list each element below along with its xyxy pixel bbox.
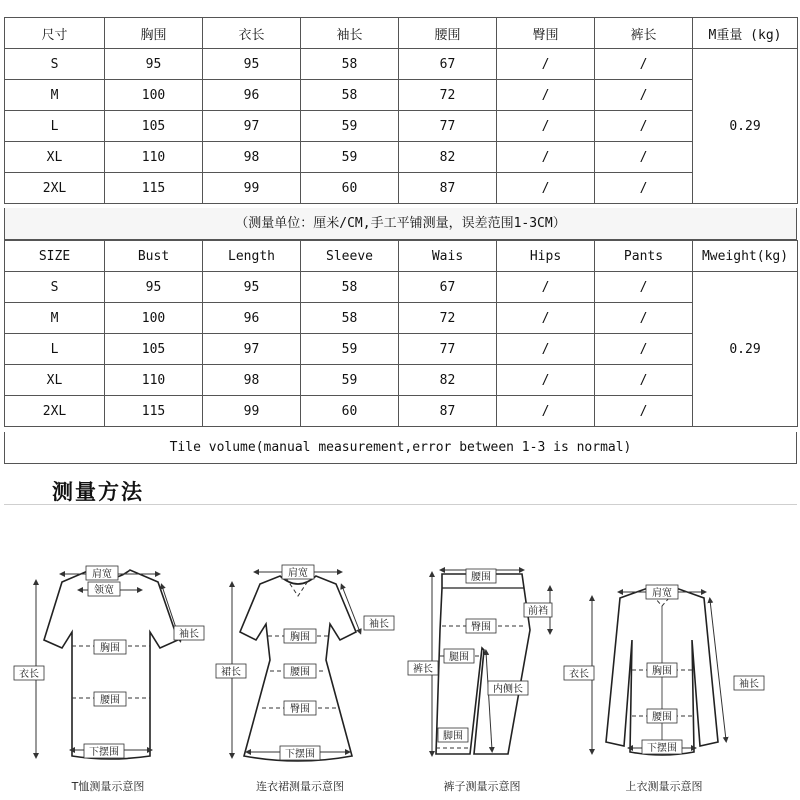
table-cell: 105 <box>105 111 203 142</box>
table-cell: 59 <box>301 142 399 173</box>
size-cell: L <box>5 334 105 365</box>
table-cell: / <box>497 365 595 396</box>
table-cell: / <box>595 365 693 396</box>
top-label-hem: 下摆围 <box>647 743 677 754</box>
table-cell: 59 <box>301 111 399 142</box>
table-row <box>5 80 798 111</box>
size-cell: S <box>5 49 105 80</box>
table-cell: 110 <box>105 142 203 173</box>
table-cell: 95 <box>203 49 301 80</box>
table-cell: 77 <box>399 111 497 142</box>
header-cell: 腰围 <box>399 18 497 49</box>
table-cell: / <box>497 111 595 142</box>
weight-cell: 0.29 <box>693 49 798 204</box>
tshirt-label-chest: 胸围 <box>100 643 120 654</box>
header-cell: SIZE <box>5 241 105 272</box>
table-cell: / <box>497 334 595 365</box>
header-cell: Pants <box>595 241 693 272</box>
tshirt-label-length: 衣长 <box>19 669 39 680</box>
header-cell: Hips <box>497 241 595 272</box>
table-cell: 105 <box>105 334 203 365</box>
top-diagram <box>564 585 764 755</box>
size-cell: M <box>5 303 105 334</box>
size-cell: 2XL <box>5 396 105 427</box>
size-cell: M <box>5 80 105 111</box>
tshirt-label-waist: 腰围 <box>100 695 120 706</box>
table-cell: / <box>497 49 595 80</box>
weight-cell: 0.29 <box>693 272 798 427</box>
table-cell: / <box>497 142 595 173</box>
table-cell: 98 <box>203 365 301 396</box>
header-cell: Sleeve <box>301 241 399 272</box>
table-cell: 96 <box>203 80 301 111</box>
table-row <box>5 334 798 365</box>
table-cell: 59 <box>301 334 399 365</box>
tshirt-diagram <box>14 566 204 759</box>
measurement-note-chinese: （测量单位：厘米/CM,手工平铺测量，误差范围1-3CM） <box>4 208 797 240</box>
dress-label-waist: 腰围 <box>290 667 310 678</box>
tshirt-label-shoulder: 肩宽 <box>92 569 112 580</box>
size-cell: XL <box>5 142 105 173</box>
table-header-row <box>5 18 798 49</box>
header-cell: 胸围 <box>105 18 203 49</box>
table-row <box>5 111 798 142</box>
table-cell: 59 <box>301 365 399 396</box>
tshirt-label-hem: 下摆围 <box>89 747 119 758</box>
table-cell: 87 <box>399 396 497 427</box>
table-row <box>5 49 798 80</box>
section-title: 测量方法 <box>52 480 144 504</box>
table-cell: / <box>497 303 595 334</box>
dress-label-hip: 臀围 <box>290 704 310 715</box>
header-cell: Bust <box>105 241 203 272</box>
table-cell: / <box>595 80 693 111</box>
table-cell: 58 <box>301 303 399 334</box>
table-cell: 77 <box>399 334 497 365</box>
table-cell: 115 <box>105 173 203 204</box>
table-cell: 95 <box>105 272 203 303</box>
table-cell: 100 <box>105 80 203 111</box>
table-cell: / <box>595 272 693 303</box>
top-label-length: 衣长 <box>569 669 589 680</box>
table-row <box>5 272 798 303</box>
table-cell: 58 <box>301 49 399 80</box>
table-cell: / <box>497 272 595 303</box>
table-cell: 99 <box>203 396 301 427</box>
dress-label-chest: 胸围 <box>290 632 310 643</box>
table-cell: / <box>595 334 693 365</box>
table-cell: / <box>595 303 693 334</box>
dress-label-length: 裙长 <box>221 667 241 678</box>
top-label-waist: 腰围 <box>652 712 672 723</box>
header-cell: M重量 (kg) <box>693 18 798 49</box>
table-cell: 99 <box>203 173 301 204</box>
pants-label-length: 裤长 <box>413 664 433 675</box>
top-label-sleeve: 袖长 <box>739 679 759 690</box>
table-cell: 58 <box>301 80 399 111</box>
top-label-shoulder: 肩宽 <box>652 588 672 599</box>
header-cell: 衣长 <box>203 18 301 49</box>
table-row <box>5 365 798 396</box>
table-cell: 96 <box>203 303 301 334</box>
table-cell: / <box>497 173 595 204</box>
dress-diagram <box>216 565 394 761</box>
table-row <box>5 173 798 204</box>
table-cell: 95 <box>105 49 203 80</box>
header-cell: Mweight(kg) <box>693 241 798 272</box>
table-row <box>5 142 798 173</box>
divider <box>4 504 797 505</box>
tshirt-label-sleeve: 袖长 <box>179 629 199 640</box>
header-cell: 尺寸 <box>5 18 105 49</box>
table-cell: 72 <box>399 80 497 111</box>
measurement-note-english: Tile volume(manual measurement,error between 1-3 is normal) <box>4 432 797 464</box>
pants-outline <box>436 574 530 754</box>
top-label-chest: 胸围 <box>652 666 672 677</box>
table-cell: 58 <box>301 272 399 303</box>
table-cell: 87 <box>399 173 497 204</box>
header-cell: Wais <box>399 241 497 272</box>
table-cell: 67 <box>399 272 497 303</box>
table-header-row <box>5 241 798 272</box>
table-cell: / <box>595 173 693 204</box>
size-table-chinese <box>4 17 798 204</box>
table-cell: / <box>497 80 595 111</box>
table-cell: 115 <box>105 396 203 427</box>
table-cell: 72 <box>399 303 497 334</box>
dress-label-hem: 下摆围 <box>285 749 315 760</box>
table-row <box>5 396 798 427</box>
size-cell: S <box>5 272 105 303</box>
size-cell: L <box>5 111 105 142</box>
table-cell: 82 <box>399 142 497 173</box>
tshirt-caption: T恤测量示意图 <box>71 780 145 793</box>
table-cell: 100 <box>105 303 203 334</box>
table-cell: 97 <box>203 334 301 365</box>
dress-caption: 连衣裙测量示意图 <box>256 780 344 793</box>
dress-label-sleeve: 袖长 <box>369 619 389 630</box>
pants-label-hip: 臀围 <box>471 622 491 633</box>
top-caption: 上衣测量示意图 <box>625 780 703 793</box>
table-cell: 98 <box>203 142 301 173</box>
dress-label-shoulder: 肩宽 <box>288 568 308 579</box>
pants-diagram <box>408 569 552 754</box>
pants-label-front-rise: 前裆 <box>528 606 548 617</box>
table-cell: 95 <box>203 272 301 303</box>
table-cell: 60 <box>301 396 399 427</box>
pants-caption: 裤子测量示意图 <box>443 780 521 793</box>
pants-label-waist: 腰围 <box>471 572 491 583</box>
header-cell: 臀围 <box>497 18 595 49</box>
header-cell: 裤长 <box>595 18 693 49</box>
table-cell: / <box>595 142 693 173</box>
table-cell: 110 <box>105 365 203 396</box>
table-cell: / <box>497 396 595 427</box>
pants-label-inseam: 内侧长 <box>493 684 523 695</box>
pants-label-thigh: 腿围 <box>449 652 469 663</box>
header-cell: Length <box>203 241 301 272</box>
tshirt-outline <box>44 570 178 759</box>
table-cell: 60 <box>301 173 399 204</box>
size-table-english <box>4 240 798 427</box>
table-cell: 97 <box>203 111 301 142</box>
table-cell: / <box>595 396 693 427</box>
table-cell: / <box>595 49 693 80</box>
tshirt-label-collar: 领宽 <box>94 585 114 596</box>
measurement-diagrams <box>0 540 800 780</box>
table-cell: 67 <box>399 49 497 80</box>
size-cell: XL <box>5 365 105 396</box>
table-cell: 82 <box>399 365 497 396</box>
table-row <box>5 303 798 334</box>
size-cell: 2XL <box>5 173 105 204</box>
header-cell: 袖长 <box>301 18 399 49</box>
pants-label-leg-opening: 脚围 <box>443 731 463 742</box>
table-cell: / <box>595 111 693 142</box>
